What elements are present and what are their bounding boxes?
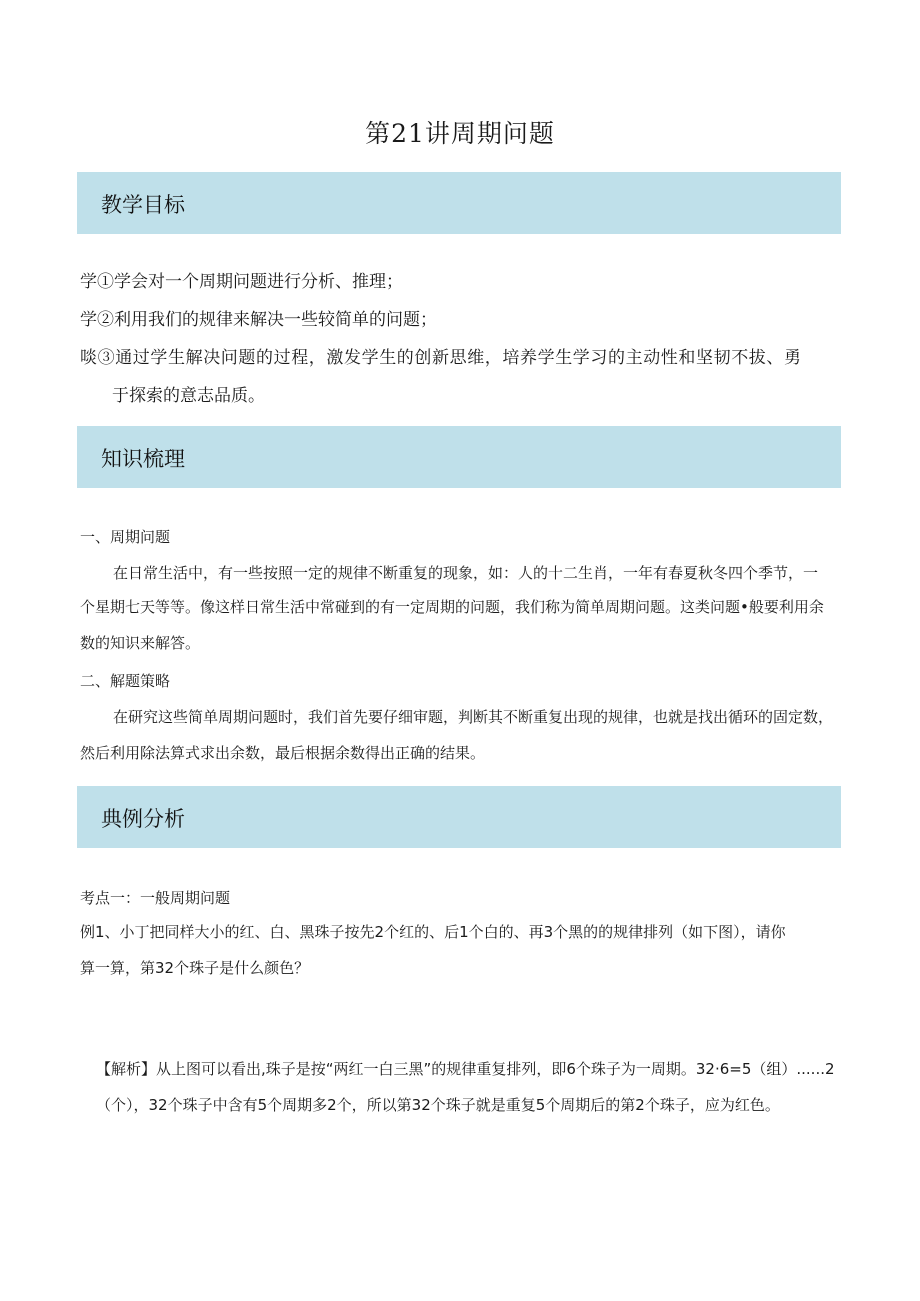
paragraph-line: 个星期七天等等。像这样日常生活中常碰到的有一定周期的问题，我们称为简单周期问题。这类问题•般要利用余 [80, 598, 824, 616]
section-header-goals [77, 172, 841, 234]
section-heading: 教学目标 [101, 193, 185, 217]
test-point: 考点一：一般周期问题 [80, 889, 231, 907]
page-title: 第21讲周期问题 [365, 119, 555, 148]
paragraph-line: 然后利用除法算式求出余数，最后根据余数得出正确的结果。 [80, 744, 486, 762]
section-heading: 知识梳理 [101, 447, 185, 471]
goal-line-2: 学②利用我们的规律来解决一些较简单的问题； [80, 310, 437, 330]
subheading-period-problem: 一、周期问题 [80, 528, 171, 546]
paragraph-line: 在研究这些简单周期问题时，我们首先要仔细审题，判断其不断重复出现的规律，也就是找出循环的固定数， [113, 708, 834, 726]
example-line: 算一算，第32个珠子是什么颜色？ [80, 959, 310, 977]
example-line: 例1、小丁把同样大小的红、白、黑珠子按先2个红的、后1个白的、再3个黑的的规律排列（如下图），请你 [80, 923, 786, 941]
subheading-strategy: 二、解题策略 [80, 672, 171, 690]
paragraph-line: 数的知识来解答。 [80, 634, 201, 652]
section-header-examples [77, 786, 841, 848]
goal-line-4: 于探索的意志品质。 [112, 386, 265, 406]
goal-line-3: 啖③通过学生解决问题的过程，激发学生的创新思维，培养学生学习的主动性和坚韧不拔、勇 [80, 348, 802, 368]
paragraph-line: 在日常生活中，有一些按照一定的规律不断重复的现象，如：人的十二生肖，一年有春夏秋冬四个季节，一 [113, 564, 819, 582]
analysis-line: 【解析】从上图可以看出,珠子是按“两红一白三黑”的规律重复排列，即6个珠子为一周期。32·6=5（组）......2 [96, 1060, 835, 1078]
section-header-knowledge [77, 426, 841, 488]
goal-line-1: 学①学会对一个周期问题进行分析、推理； [80, 272, 403, 292]
analysis-line: （个），32个珠子中含有5个周期多2个，所以第32个珠子就是重复5个周期后的第2个珠子，应为红色。 [96, 1096, 780, 1114]
section-heading: 典例分析 [101, 807, 185, 831]
